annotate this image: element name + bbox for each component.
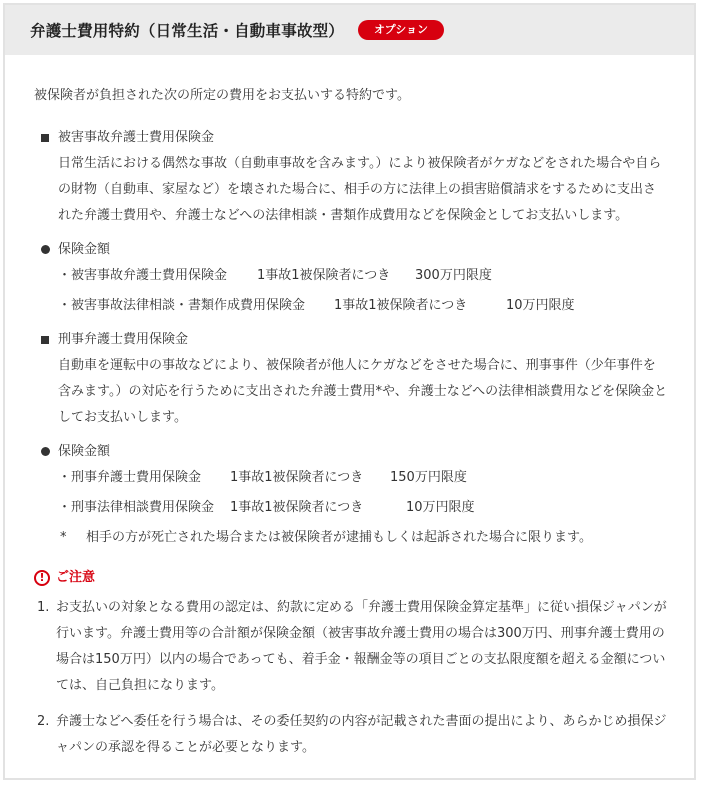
amount-limit: 10万円限度 (406, 500, 475, 515)
amount-condition: 1事故1被保険者につき (230, 500, 364, 515)
circle-bullet-icon (34, 237, 58, 319)
caution-header (34, 565, 694, 591)
caution-number: 1. (37, 600, 50, 615)
section-victim (34, 125, 694, 229)
square-bullet-icon (34, 327, 58, 431)
section-heading: 刑事弁護士費用保険金 (58, 332, 189, 347)
section-heading: 被害事故弁護士費用保険金 (58, 130, 215, 145)
section-victim-amounts (34, 237, 694, 319)
circle-bullet-icon (34, 439, 58, 551)
footnote (58, 525, 668, 551)
section-description: 自動車を運転中の事故などにより、被保険者が他人にケガなどをさせた場合に、刑事事件（少年事件を含みます。）の対応を行うために支出された弁護士費用*や、弁護士などへの法律相談費用などを保険金としてお支払いします。 (58, 358, 668, 425)
caution-item (34, 595, 694, 699)
amount-row (58, 465, 668, 491)
amount-name: ・刑事弁護士費用保険金 (58, 470, 202, 485)
section-description: 日常生活における偶然な事故（自動車事故を含みます。）により被保険者がケガなどをされた場合や自らの財物（自動車、家屋など）を壊された場合に、相手の方に法律上の損害賠償請求をするために支出された弁護士費用や、弁護士などへの法律相談・書類作成費用などを保険金としてお支払いします。 (58, 156, 662, 223)
intro-text: 被保険者が負担された次の所定の費用をお支払いする特約です。 (34, 88, 410, 103)
caution-item (34, 709, 694, 761)
amount-limit: 300万円限度 (415, 268, 492, 283)
amount-condition: 1事故1被保険者につき (257, 268, 391, 283)
amount-condition: 1事故1被保険者につき (334, 298, 468, 313)
square-bullet-icon (34, 125, 58, 229)
section-criminal (34, 327, 694, 431)
amount-row (58, 263, 668, 289)
footnote-text: 相手の方が死亡された場合または被保険者が逮捕もしくは起訴された場合に限ります。 (86, 530, 592, 545)
amount-limit: 150万円限度 (390, 470, 467, 485)
section-heading: 保険金額 (58, 444, 111, 459)
footnote-mark: * (60, 530, 67, 545)
amount-name: ・被害事故弁護士費用保険金 (58, 268, 228, 283)
card-title: 弁護士費用特約（日常生活・自動車事故型） (30, 22, 345, 40)
amount-row (58, 495, 668, 521)
caution-title: ご注意 (56, 570, 96, 585)
amount-name: ・被害事故法律相談・書類作成費用保険金 (58, 298, 306, 313)
card-body (5, 55, 694, 761)
caution-text: お支払いの対象となる費用の認定は、約款に定める「弁護士費用保険金算定基準」に従い損保ジャパンが行います。弁護士費用等の合計額が保険金額（被害事故弁護士費用の場合は300万円、刑事弁護士費用の場合は150万円）以内の場合であっても、着手金・報酬金等の項目ごとの支払限度額を超える金額については、自己負担になります。 (56, 600, 667, 693)
amount-row (58, 293, 668, 319)
amount-limit: 10万円限度 (506, 298, 575, 313)
option-badge: オプション (358, 20, 444, 40)
caution-text: 弁護士などへ委任を行う場合は、その委任契約の内容が記載された書面の提出により、あらかじめ損保ジャパンの承認を得ることが必要となります。 (56, 714, 667, 755)
section-criminal-amounts (34, 439, 694, 551)
section-heading: 保険金額 (58, 242, 111, 257)
amount-name: ・刑事法律相談費用保険金 (58, 500, 215, 515)
exclamation-icon: ! (34, 570, 50, 586)
amount-condition: 1事故1被保険者につき (230, 470, 364, 485)
option-card (3, 3, 696, 780)
caution-number: 2. (37, 714, 50, 729)
card-header (5, 5, 694, 55)
